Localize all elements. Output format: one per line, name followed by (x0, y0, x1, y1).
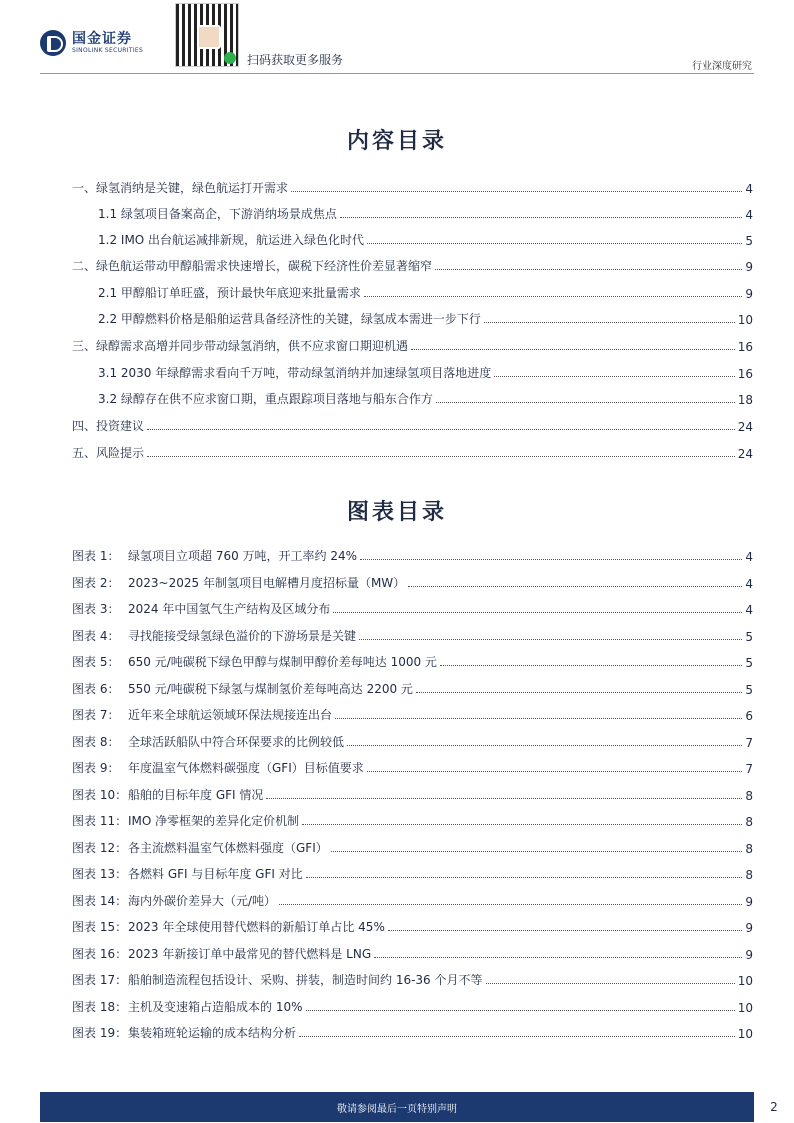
figure-leader-dots (335, 718, 742, 719)
toc-entry-text: 二、绿色航运带动甲醇船需求快速增长，碳税下经济性价差显著缩窄 (72, 259, 433, 273)
toc-entry-page: 9 (745, 260, 753, 274)
figure-leader-dots (306, 877, 743, 878)
toc-entry-page: 9 (745, 287, 753, 301)
figure-leader-dots (440, 665, 742, 666)
figure-leader-dots (347, 745, 742, 746)
page-header (0, 0, 794, 76)
toc-entry-page: 10 (737, 313, 753, 327)
figure-entry-page: 4 (745, 550, 753, 564)
toc-leader-dots (147, 456, 735, 457)
figure-entry-label: 图表 8： (72, 734, 120, 749)
figure-entry-page: 10 (737, 1000, 753, 1015)
figure-leader-dots (359, 639, 742, 640)
figure-entry-text: 2023 年新接订单中最常见的替代燃料是 LNG (128, 946, 372, 961)
toc-entry-page: 18 (737, 393, 753, 407)
figure-entry-text: 全球活跃船队中符合环保要求的比例较低 (128, 734, 345, 749)
figure-entry-page: 5 (745, 656, 753, 670)
figure-entry[interactable] (72, 968, 753, 988)
figure-entry-label: 图表 11： (72, 814, 128, 828)
figure-entry-text: IMO 净零框架的差异化定价机制 (128, 814, 300, 828)
figure-entry[interactable] (72, 544, 753, 564)
figure-entry[interactable] (72, 677, 753, 697)
figure-entry-text: 寻找能接受绿氢绿色溢价的下游场景是关键 (128, 628, 357, 643)
figure-entry-text: 650 元/吨碳税下绿色甲醇与煤制甲醇价差每吨达 1000 元 (128, 655, 437, 669)
figure-entry[interactable] (72, 836, 753, 856)
toc-entry[interactable] (98, 281, 753, 301)
figure-entry-label: 图表 2： (72, 575, 120, 590)
figure-entry-label: 图表 14： (72, 893, 128, 908)
toc-entry-text: 五、风险提示 (72, 446, 145, 460)
figure-entry-page: 4 (745, 603, 753, 617)
figure-entry[interactable] (72, 703, 753, 723)
toc-entry[interactable] (72, 176, 753, 196)
figure-entry-text: 近年来全球航运领域环保法规接连出台 (128, 708, 333, 722)
figure-entry-text: 2023 年全球使用替代燃料的新船订单占比 45% (128, 920, 385, 934)
figure-entry[interactable] (72, 783, 753, 803)
toc-leader-dots (340, 217, 742, 218)
toc-entry[interactable] (72, 334, 753, 354)
figure-entry-label: 图表 13： (72, 867, 128, 881)
toc-entry-page: 24 (737, 447, 753, 461)
figure-entry[interactable] (72, 1021, 753, 1041)
figure-entry-text: 船舶制造流程包括设计、采购、拼装，制造时间约 16-36 个月不等 (128, 973, 483, 987)
logo-chinese-name: 国金证券 (72, 31, 132, 47)
figure-entry-text: 船舶的目标年度 GFI 情况 (128, 787, 264, 802)
figure-entry-page: 9 (745, 894, 753, 909)
toc-entry[interactable] (98, 228, 753, 248)
toc-entry[interactable] (98, 361, 753, 381)
toc-leader-dots (435, 269, 742, 270)
toc-entry-page: 16 (737, 340, 753, 354)
figure-leader-dots (374, 957, 742, 958)
report-type: 行业深度研究 (692, 61, 752, 72)
figures-title: 图表目录 (346, 500, 447, 525)
figure-entry-label: 图表 1： (72, 549, 120, 563)
header-divider (40, 73, 754, 74)
figure-entry-page: 6 (745, 709, 753, 723)
figure-entry-page: 4 (745, 576, 753, 591)
figure-entry-label: 图表 15： (72, 920, 128, 934)
toc-entry[interactable] (72, 441, 753, 461)
toc-entry[interactable] (72, 414, 753, 434)
toc-entry-page: 4 (745, 208, 753, 222)
toc-entry-text: 一、绿氢消纳是关键，绿色航运打开需求 (72, 181, 289, 195)
toc-entry-page: 16 (737, 367, 753, 381)
figure-entry-label: 图表 3： (72, 602, 120, 616)
figure-entry-label: 图表 4： (72, 628, 120, 643)
figure-entry[interactable] (72, 942, 753, 962)
figure-entry-page: 7 (745, 762, 753, 776)
figure-entry-label: 图表 6： (72, 681, 120, 696)
toc-entry-text: 四、投资建议 (72, 419, 145, 433)
toc-entry-text: 1.1 绿氢项目备案高企，下游消纳场景成焦点 (98, 207, 337, 221)
figure-entry-page: 10 (737, 1027, 753, 1041)
toc-entry-text: 三、绿醇需求高增并同步带动绿氢消纳，供不应求窗口期迎机遇 (72, 339, 409, 353)
figure-entry[interactable] (72, 862, 753, 882)
company-logo (40, 30, 143, 56)
figure-entry-label: 图表 17： (72, 973, 128, 987)
figure-leader-dots (299, 1036, 735, 1037)
figure-leader-dots (408, 586, 742, 587)
figure-entry-page: 8 (745, 815, 753, 829)
logo-mark-icon (40, 30, 66, 56)
figure-leader-dots (360, 559, 742, 560)
qr-code-icon[interactable] (175, 3, 239, 67)
figure-leader-dots (333, 612, 742, 613)
page-number: 2 (754, 1092, 794, 1122)
figure-entry[interactable] (72, 995, 753, 1015)
figure-entry[interactable] (72, 915, 753, 935)
figure-entry[interactable] (72, 571, 753, 591)
toc-leader-dots (147, 429, 735, 430)
toc-entry-page: 24 (737, 420, 753, 434)
toc-entry[interactable] (72, 254, 753, 274)
figure-entry-text: 年度温室气体燃料碳强度（GFI）目标值要求 (128, 761, 364, 775)
toc-leader-dots (364, 296, 742, 297)
figure-leader-dots (416, 692, 742, 693)
figure-entry[interactable] (72, 597, 753, 617)
figure-entry-text: 海内外碳价差异大（元/吨） (128, 893, 277, 908)
figure-entry-page: 9 (745, 921, 753, 935)
toc-entry[interactable] (98, 202, 753, 222)
figure-entry-page: 5 (745, 682, 753, 697)
figure-entry[interactable] (72, 650, 753, 670)
figure-entry-page: 8 (745, 841, 753, 856)
figure-entry-label: 图表 16： (72, 946, 128, 961)
figure-entry-label: 图表 18： (72, 999, 128, 1014)
figure-entry-text: 绿氢项目立项超 760 万吨，开工率约 24% (128, 549, 358, 563)
toc-entry-text: 2.1 甲醇船订单旺盛，预计最快年底迎来批量需求 (98, 286, 361, 300)
figure-entry[interactable] (72, 730, 753, 750)
figure-entry-text: 各主流燃料温室气体燃料强度（GFI） (128, 840, 328, 855)
figure-entry-text: 2023~2025 年制氢项目电解槽月度招标量（MW） (128, 575, 406, 590)
toc-title: 内容目录 (346, 129, 447, 154)
figure-entry[interactable] (72, 889, 753, 909)
figure-leader-dots (486, 983, 735, 984)
figure-leader-dots (331, 851, 743, 852)
figure-entry-text: 550 元/吨碳税下绿氢与煤制氢价差每吨高达 2200 元 (128, 681, 413, 696)
figure-leader-dots (388, 930, 743, 931)
figure-entry-page: 8 (745, 788, 753, 803)
scan-prompt: 扫码获取更多服务 (247, 53, 344, 67)
footer-disclaimer: 敬请参阅最后一页特别声明 (337, 1104, 457, 1115)
logo-english-name: SINOLINK SECURITIES (72, 47, 144, 54)
toc-leader-dots (494, 376, 734, 377)
toc-leader-dots (484, 322, 735, 323)
toc-entry-page: 4 (745, 182, 753, 196)
figure-leader-dots (367, 771, 743, 772)
figure-entry-page: 7 (745, 735, 753, 750)
toc-leader-dots (436, 402, 735, 403)
figure-entry-page: 9 (745, 947, 753, 962)
figure-entry[interactable] (72, 756, 753, 776)
figure-leader-dots (279, 904, 742, 905)
figure-entry-label: 图表 19： (72, 1026, 128, 1040)
toc-leader-dots (367, 243, 742, 244)
figure-leader-dots (266, 798, 742, 799)
figure-entry-page: 8 (745, 868, 753, 882)
toc-leader-dots (291, 191, 742, 192)
toc-entry-text: 3.1 2030 年绿醇需求看向千万吨，带动绿氢消纳并加速绿氢项目落地进度 (98, 366, 492, 380)
toc-entry-page: 5 (745, 234, 753, 248)
figure-entry-label: 图表 12： (72, 840, 128, 855)
figure-entry-text: 各燃料 GFI 与目标年度 GFI 对比 (128, 867, 303, 881)
toc-entry[interactable] (98, 307, 753, 327)
figure-entry[interactable] (72, 809, 753, 829)
figure-leader-dots (302, 824, 742, 825)
figure-entry-page: 5 (745, 629, 753, 644)
figure-leader-dots (306, 1010, 735, 1011)
figure-entry-text: 集装箱班轮运输的成本结构分析 (128, 1026, 297, 1040)
figure-entry-label: 图表 7： (72, 708, 120, 722)
figure-entry-text: 2024 年中国氢气生产结构及区域分布 (128, 602, 331, 616)
figure-entry-text: 主机及变速箱占造船成本的 10% (128, 999, 303, 1014)
figure-entry-label: 图表 10： (72, 787, 128, 802)
figure-entry[interactable] (72, 624, 753, 644)
figure-entry-label: 图表 5： (72, 655, 120, 669)
toc-entry[interactable] (98, 387, 753, 407)
toc-entry-text: 1.2 IMO 出台航运减排新规，航运进入绿色化时代 (98, 233, 365, 247)
figure-entry-label: 图表 9： (72, 761, 120, 775)
toc-entry-text: 3.2 绿醇存在供不应求窗口期，重点跟踪项目落地与船东合作方 (98, 392, 433, 406)
figure-entry-page: 10 (737, 974, 753, 988)
toc-entry-text: 2.2 甲醇燃料价格是船舶运营具备经济性的关键，绿氢成本需进一步下行 (98, 312, 481, 326)
toc-leader-dots (411, 349, 735, 350)
